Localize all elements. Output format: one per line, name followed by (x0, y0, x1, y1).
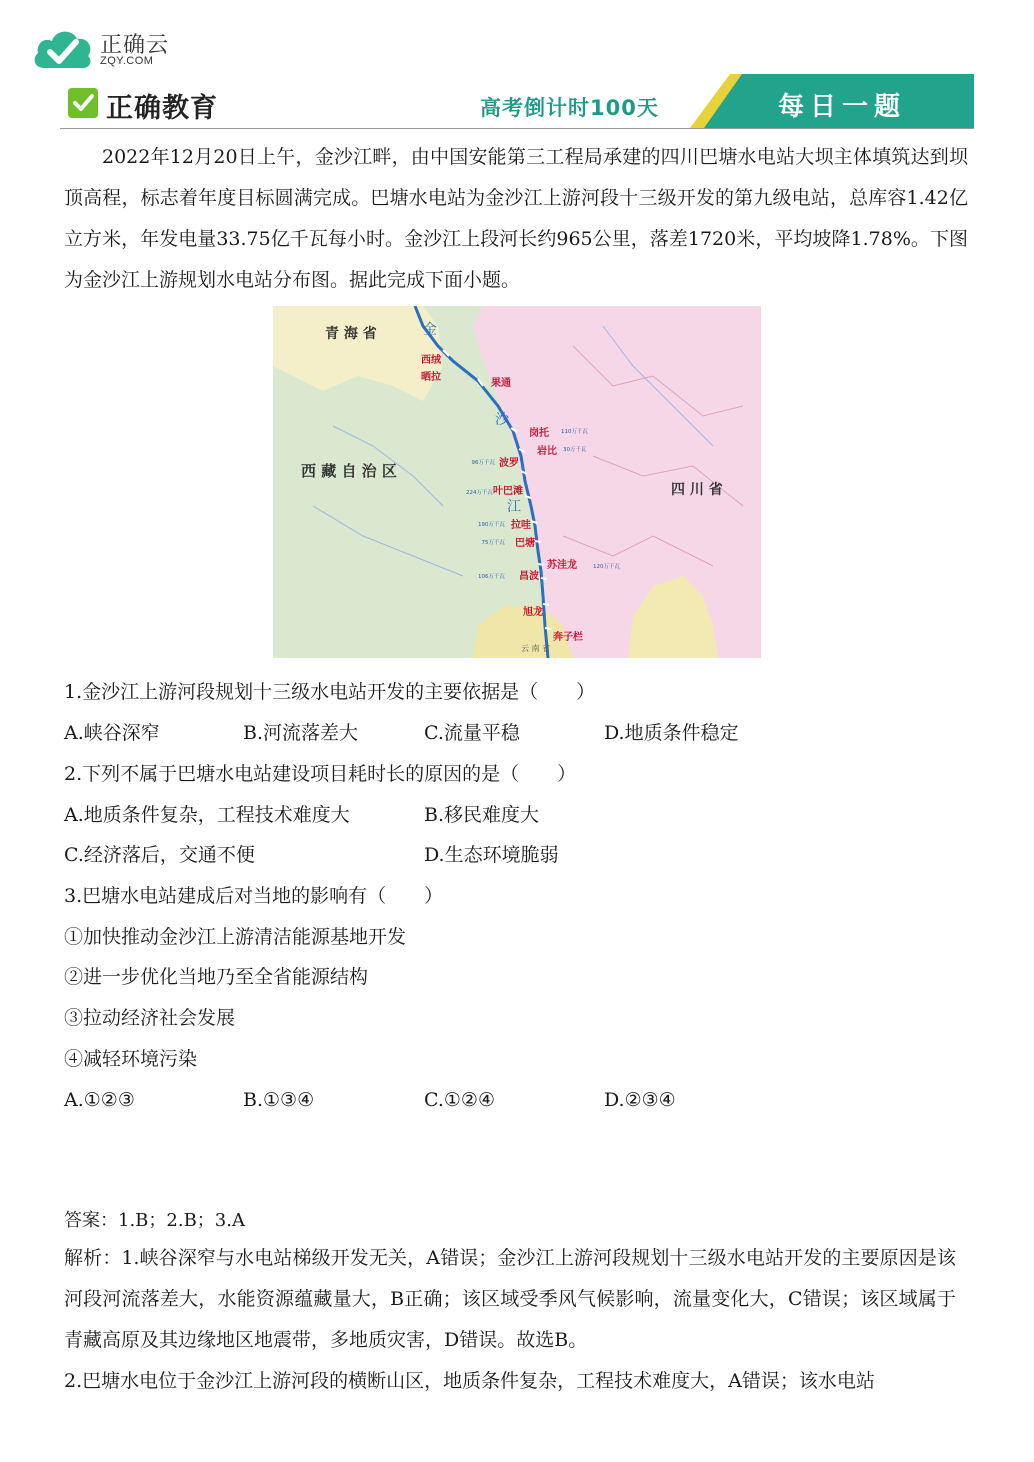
q3-option-b[interactable]: B.①③④ (243, 1089, 315, 1111)
checkbox-icon (68, 88, 98, 118)
q3-statement-2: ②进一步优化当地乃至全省能源结构 (64, 966, 369, 988)
header-divider (60, 128, 974, 129)
station-label: 旭龙 (523, 607, 543, 618)
station-label: 叶巴滩 (493, 486, 523, 497)
station-capacity-label: 106万千瓦 (478, 574, 505, 580)
daily-question-label: 每日一题 (778, 92, 907, 122)
q2-option-c[interactable]: C.经济落后，交通不便 (64, 844, 255, 866)
river-name-char: 沙 (495, 412, 509, 428)
tibet-label: 西 藏 自 治 区 (301, 462, 397, 480)
answer-key: 答案：1.B；2.B；3.A (64, 1210, 245, 1231)
q2-option-b[interactable]: B.移民难度大 (424, 804, 540, 826)
station-capacity-label: 30万千瓦 (563, 447, 587, 453)
station-label: 昌波 (519, 571, 539, 582)
sichuan-label: 四 川 省 (671, 482, 723, 498)
qinghai-label: 青 海 省 (325, 326, 377, 342)
q3-option-c[interactable]: C.①②④ (424, 1089, 495, 1111)
yunnan-label: 云 南 省 (521, 644, 551, 653)
q2-option-a[interactable]: A.地质条件复杂，工程技术难度大 (64, 804, 350, 826)
map-svg (273, 306, 761, 658)
station-label: 拉哇 (511, 520, 531, 531)
header-band (60, 74, 974, 130)
org-title: 正确教育 (106, 93, 218, 124)
analysis-paragraph-1: 解析：1.峡谷深窄与水电站梯级开发无关，A错误；金沙江上游河段规划十三级水电站开发的主要原因是该河段河流落差大，水能资源蕴藏量大，B正确；该区域受季风气候影响，流量变化大，C错误；该区域属于青藏高原及其边缘地区地震带，多地质灾害，D错误。故选B。 (64, 1247, 956, 1351)
station-label: 奔子栏 (553, 632, 583, 643)
station-capacity-label: 190万千瓦 (478, 522, 505, 528)
passage-text: 2022年12月20日上午，金沙江畔，由中国安能第三工程局承建的四川巴塘水电站大坝主体填筑达到坝顶高程，标志着年度目标圆满完成。巴塘水电站为金沙江上游河段十三级开发的第九级电站，总库容1.42亿立方米，年发电量33.75亿千瓦每小时。金沙江上段河长约965公里，落差1720米，平均坡降1.78%。下图为金沙江上游规划水电站分布图。据此完成下面小题。 (64, 146, 968, 291)
question-1-stem: 1.金沙江上游河段规划十三级水电站开发的主要依据是（ ） (64, 681, 596, 703)
q3-statement-1: ①加快推动金沙江上游清洁能源基地开发 (64, 926, 407, 948)
q3-option-a[interactable]: A.①②③ (64, 1089, 135, 1111)
question-3-stem: 3.巴塘水电站建成后对当地的影响有（ ） (64, 885, 444, 907)
q3-statement-4: ④减轻环境污染 (64, 1048, 198, 1070)
q3-option-d[interactable]: D.②③④ (604, 1089, 676, 1111)
river-name-char: 金 (423, 322, 437, 338)
countdown-label: 高考倒计时100天 (480, 96, 659, 120)
q1-option-a[interactable]: A.峡谷深窄 (64, 722, 160, 744)
river-name-char: 江 (507, 499, 521, 515)
station-label: 岩比 (537, 446, 557, 457)
brand-domain: ZQY.COM (100, 55, 154, 67)
station-label: 西绒 (421, 355, 441, 366)
question-2-stem: 2.下列不属于巴塘水电站建设项目耗时长的原因的是（ ） (64, 763, 577, 785)
analysis-paragraph-2: 2.巴塘水电位于金沙江上游河段的横断山区，地质条件复杂，工程技术难度大，A错误；该水电站 (64, 1370, 875, 1392)
q1-option-b[interactable]: B.河流落差大 (243, 722, 359, 744)
q1-option-c[interactable]: C.流量平稳 (424, 722, 520, 744)
cloud-check-icon (30, 22, 96, 74)
station-capacity-label: 75万千瓦 (481, 540, 505, 546)
zqy-logo (30, 22, 230, 74)
station-capacity-label: 110万千瓦 (561, 429, 588, 435)
station-label: 苏洼龙 (547, 560, 577, 571)
q2-option-d[interactable]: D.生态环境脆弱 (424, 844, 559, 866)
station-capacity-label: 120万千瓦 (593, 564, 620, 570)
brand-name: 正确云 (100, 33, 170, 58)
q3-statement-3: ③拉动经济社会发展 (64, 1007, 236, 1029)
q1-option-d[interactable]: D.地质条件稳定 (604, 722, 739, 744)
station-label: 晒拉 (421, 372, 441, 383)
station-capacity-label: 96万千瓦 (471, 460, 495, 466)
station-label: 波罗 (499, 458, 519, 469)
station-capacity-label: 224万千瓦 (466, 490, 493, 496)
station-label: 果通 (491, 378, 511, 389)
station-label: 巴塘 (515, 538, 535, 549)
station-label: 岗托 (529, 428, 549, 439)
jinsha-river-map (273, 306, 761, 658)
